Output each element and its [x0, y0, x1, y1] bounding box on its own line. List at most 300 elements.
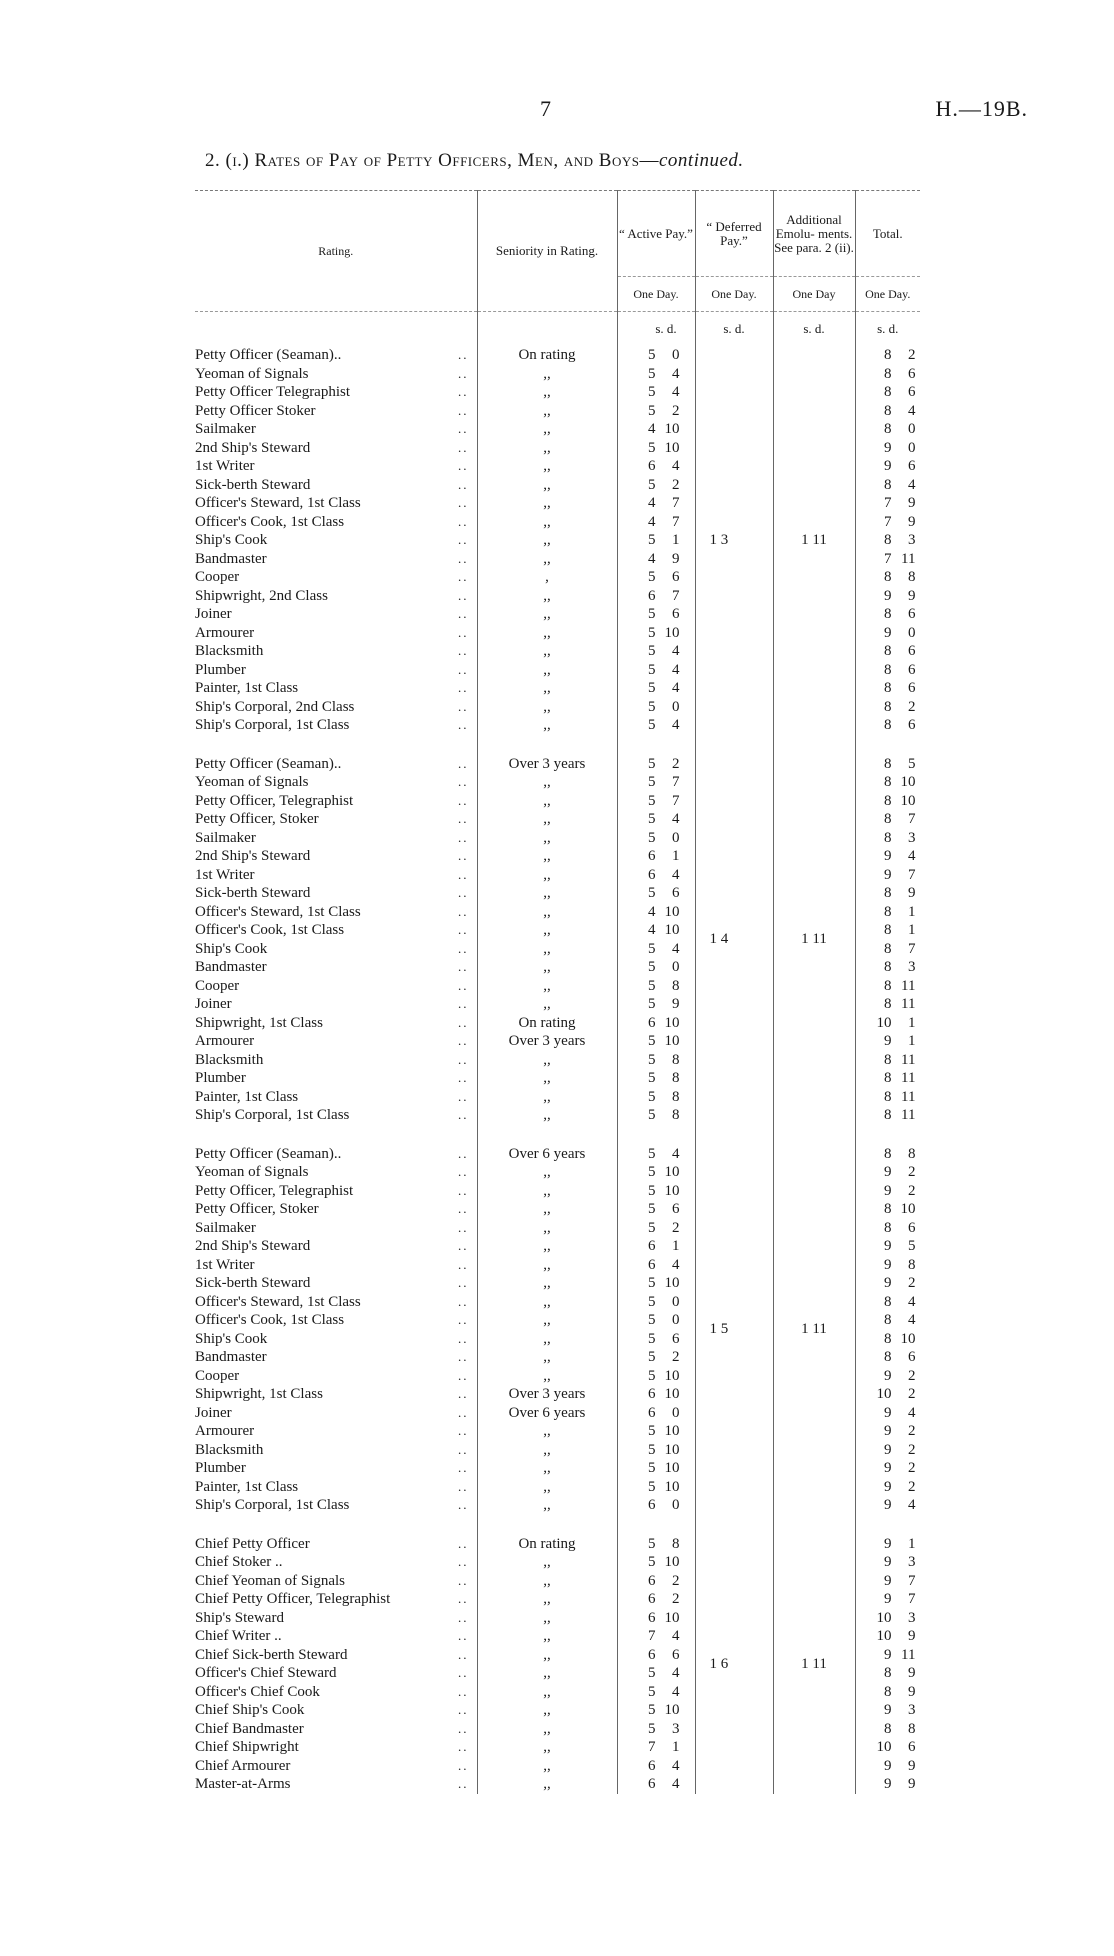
total-cell — [855, 866, 920, 885]
total-shillings: 8 — [884, 903, 892, 920]
seniority-cell: Over 3 years — [477, 1385, 617, 1404]
seniority-cell: ,, — [477, 1757, 617, 1776]
total-cell — [855, 568, 920, 587]
total-pence: 11 — [901, 1088, 916, 1105]
active-shillings: 6 — [648, 848, 656, 864]
active-pay-cell — [617, 1572, 695, 1591]
rating-cell — [195, 1757, 477, 1776]
rating-cell — [195, 921, 477, 940]
rating-name: Officer's Chief Cook — [195, 1683, 320, 1700]
rating-cell — [195, 420, 477, 439]
total-pence: 11 — [901, 1646, 916, 1663]
rating-cell — [195, 1701, 477, 1720]
seniority-cell: ,, — [477, 1701, 617, 1720]
leader-dots: .. — [458, 811, 469, 826]
additional-value: 1 11 — [801, 931, 827, 948]
total-shillings: 9 — [884, 1591, 892, 1607]
rating-name: Sick-berth Steward — [195, 885, 311, 901]
leader-dots: .. — [458, 1164, 469, 1179]
table-row — [195, 755, 920, 774]
active-shillings: 5 — [648, 1535, 656, 1552]
active-pay-cell — [617, 995, 695, 1014]
total-pence: 10 — [900, 774, 916, 790]
total-cell — [855, 1256, 920, 1275]
active-shillings: 6 — [648, 458, 656, 474]
active-pay-cell — [617, 810, 695, 829]
rating-cell — [195, 1014, 477, 1033]
total-shillings: 8 — [884, 940, 892, 957]
active-pence: 4 — [672, 1776, 680, 1792]
rating-name: Petty Officer, Stoker — [195, 811, 319, 827]
active-pence: 4 — [672, 458, 680, 474]
rating-name: Chief Shipwright — [195, 1739, 299, 1755]
leader-dots: .. — [458, 1014, 469, 1030]
seniority-cell: ,, — [477, 1069, 617, 1088]
active-shillings: 5 — [648, 1201, 656, 1217]
rating-cell — [195, 1051, 477, 1070]
rating-cell — [195, 1311, 477, 1330]
leader-dots: .. — [458, 513, 469, 529]
rating-cell — [195, 1683, 477, 1702]
rating-name: 2nd Ship's Steward — [195, 848, 311, 864]
total-pence: 3 — [908, 1609, 916, 1626]
active-pence: 10 — [664, 1702, 680, 1718]
total-pence: 2 — [908, 1386, 916, 1402]
active-shillings: 6 — [648, 587, 656, 604]
total-cell — [855, 1051, 920, 1070]
total-cell — [855, 1422, 920, 1441]
rating-name: Officer's Cook, 1st Class — [195, 922, 345, 938]
total-pence: 0 — [908, 439, 916, 456]
deferred-value: 1 5 — [709, 1321, 729, 1338]
rating-name: Painter, 1st Class — [195, 680, 299, 696]
seniority-cell: ,, — [477, 531, 617, 550]
total-pence: 1 — [908, 903, 916, 920]
seniority-cell: ,, — [477, 1311, 617, 1330]
active-pay-cell — [617, 1051, 695, 1070]
seniority-cell: ,, — [477, 1293, 617, 1312]
total-shillings: 8 — [884, 792, 892, 809]
total-shillings: 7 — [884, 513, 892, 530]
seniority-cell: ,, — [477, 661, 617, 680]
total-cell — [855, 1032, 920, 1051]
deferred-pay-cell — [695, 1535, 773, 1794]
total-cell — [855, 995, 920, 1014]
leader-dots: .. — [458, 1107, 469, 1122]
rating-name: Officer's Steward, 1st Class — [195, 1293, 361, 1310]
total-pence: 6 — [908, 384, 916, 400]
active-pence: 10 — [664, 1275, 680, 1291]
active-pence: 10 — [664, 624, 680, 641]
rating-cell — [195, 476, 477, 495]
active-shillings: 5 — [648, 1182, 656, 1199]
rating-cell — [195, 1145, 477, 1164]
total-cell — [855, 1014, 920, 1033]
rating-name: Bandmaster — [195, 550, 267, 567]
active-pence: 2 — [672, 402, 680, 419]
active-pence: 7 — [672, 774, 680, 790]
seniority-cell: ,, — [477, 550, 617, 569]
total-shillings: 9 — [884, 1646, 892, 1663]
active-pence: 10 — [664, 1609, 680, 1626]
rating-cell — [195, 1237, 477, 1256]
rating-name: 2nd Ship's Steward — [195, 439, 311, 456]
active-pay-cell — [617, 1274, 695, 1293]
active-shillings: 6 — [648, 1572, 656, 1589]
leader-dots: .. — [458, 1628, 469, 1643]
leader-dots: .. — [458, 1238, 469, 1253]
rating-cell — [195, 903, 477, 922]
active-shillings: 5 — [648, 996, 656, 1012]
unit-deferred: s. d. — [695, 312, 773, 347]
active-pence: 10 — [664, 1460, 680, 1476]
active-shillings: 5 — [648, 476, 656, 493]
seniority-cell: ,, — [477, 1738, 617, 1757]
rating-cell — [195, 642, 477, 661]
seniority-cell: ,, — [477, 977, 617, 996]
rating-cell — [195, 1256, 477, 1275]
active-pence: 0 — [672, 1404, 680, 1421]
total-pence: 3 — [908, 532, 916, 548]
rating-cell — [195, 1478, 477, 1497]
rating-name: Shipwright, 2nd Class — [195, 587, 328, 604]
total-pence: 4 — [908, 1293, 916, 1310]
leader-dots: .. — [458, 996, 469, 1011]
rating-name: Petty Officer, Stoker — [195, 1201, 319, 1217]
active-pay-cell — [617, 1106, 695, 1125]
seniority-cell: ,, — [477, 587, 617, 606]
seniority-cell: ,, — [477, 1572, 617, 1591]
active-pence: 10 — [664, 1367, 680, 1384]
total-cell — [855, 1646, 920, 1665]
leader-dots: .. — [458, 439, 469, 455]
total-shillings: 8 — [884, 829, 892, 846]
total-shillings: 9 — [884, 1535, 892, 1552]
rating-cell — [195, 1627, 477, 1646]
rating-name: Ship's Cook — [195, 940, 268, 957]
active-shillings: 6 — [648, 1238, 656, 1254]
seniority-cell: ,, — [477, 921, 617, 940]
seniority-cell: ,, — [477, 940, 617, 959]
active-shillings: 5 — [648, 1702, 656, 1718]
leader-dots: .. — [458, 866, 469, 882]
rating-cell — [195, 977, 477, 996]
group-separator — [195, 1125, 920, 1145]
total-pence: 11 — [901, 1070, 916, 1086]
header-active-pay: “ Active Pay.” — [617, 191, 695, 277]
rating-name: Chief Petty Officer — [195, 1535, 310, 1552]
total-cell — [855, 1145, 920, 1164]
seniority-cell: ,, — [477, 1182, 617, 1201]
additional-value: 1 11 — [801, 1655, 827, 1672]
total-cell — [855, 773, 920, 792]
header-one-day-active: One Day. — [617, 277, 695, 312]
active-pay-cell — [617, 829, 695, 848]
leader-dots: .. — [458, 940, 469, 956]
total-cell — [855, 1106, 920, 1125]
total-shillings: 8 — [884, 1312, 892, 1328]
seniority-cell: ,, — [477, 1627, 617, 1646]
total-pence: 6 — [908, 365, 916, 382]
leader-dots: .. — [458, 1293, 469, 1309]
active-pence: 6 — [672, 606, 680, 622]
total-pence: 11 — [901, 550, 916, 567]
active-pence: 10 — [664, 1441, 680, 1458]
total-cell — [855, 1590, 920, 1609]
rating-name: Chief Petty Officer, Telegraphist — [195, 1591, 391, 1607]
rating-name: Cooper — [195, 1367, 240, 1384]
leader-dots: .. — [458, 1720, 469, 1736]
active-pence: 0 — [672, 829, 680, 846]
active-pence: 2 — [672, 1572, 680, 1589]
leader-dots: .. — [458, 1683, 469, 1699]
rating-name: Ship's Corporal, 1st Class — [195, 1497, 350, 1513]
total-pence: 7 — [908, 866, 916, 883]
total-shillings: 8 — [884, 1070, 892, 1086]
total-pence: 2 — [908, 1275, 916, 1291]
active-shillings: 6 — [648, 1014, 656, 1031]
total-shillings: 8 — [884, 717, 892, 733]
total-shillings: 7 — [884, 550, 892, 567]
leader-dots: .. — [458, 476, 469, 492]
total-shillings: 9 — [884, 1497, 892, 1513]
seniority-cell: ,, — [477, 958, 617, 977]
rating-name: Chief Sick-berth Steward — [195, 1646, 348, 1663]
rating-name: Sailmaker — [195, 829, 256, 846]
total-shillings: 8 — [884, 922, 892, 938]
total-cell — [855, 531, 920, 550]
rating-name: Chief Yeoman of Signals — [195, 1572, 345, 1589]
total-shillings: 8 — [884, 384, 892, 400]
leader-dots: .. — [458, 365, 469, 381]
total-shillings: 8 — [884, 1088, 892, 1105]
total-cell — [855, 1701, 920, 1720]
active-shillings: 5 — [648, 1720, 656, 1737]
active-pence: 8 — [672, 1107, 680, 1123]
active-pay-cell — [617, 1014, 695, 1033]
active-shillings: 5 — [648, 606, 656, 622]
rating-name: Master-at-Arms — [195, 1776, 291, 1792]
rating-name: Shipwright, 1st Class — [195, 1014, 323, 1031]
rating-cell — [195, 1590, 477, 1609]
rating-name: Ship's Corporal, 2nd Class — [195, 698, 355, 715]
deferred-pay-cell — [695, 755, 773, 1125]
header-one-day-additional: One Day — [773, 277, 855, 312]
active-shillings: 5 — [648, 384, 656, 400]
active-pay-cell — [617, 792, 695, 811]
active-pay-cell — [617, 420, 695, 439]
unit-active: s. d. — [617, 312, 695, 347]
total-cell — [855, 365, 920, 384]
rating-name: Armourer — [195, 1033, 255, 1049]
active-shillings: 5 — [648, 643, 656, 659]
leader-dots: .. — [458, 792, 469, 808]
seniority-cell: ,, — [477, 1348, 617, 1367]
total-shillings: 8 — [884, 1219, 892, 1236]
rating-cell — [195, 1274, 477, 1293]
active-pence: 4 — [672, 1256, 680, 1273]
rating-cell — [195, 958, 477, 977]
seniority-cell: ,, — [477, 1553, 617, 1572]
active-shillings: 4 — [648, 421, 656, 437]
rating-cell — [195, 1348, 477, 1367]
active-shillings: 4 — [648, 550, 656, 567]
rating-name: Chief Bandmaster — [195, 1720, 304, 1737]
active-shillings: 5 — [648, 1665, 656, 1681]
unit-additional: s. d. — [773, 312, 855, 347]
total-shillings: 9 — [884, 1441, 892, 1458]
rating-name: Plumber — [195, 1070, 246, 1086]
rating-name: Blacksmith — [195, 1051, 264, 1068]
seniority-cell: ,, — [477, 1646, 617, 1665]
rating-name: Officer's Chief Steward — [195, 1665, 337, 1681]
total-shillings: 8 — [884, 643, 892, 659]
rating-name: Ship's Corporal, 1st Class — [195, 1107, 350, 1123]
total-shillings: 8 — [884, 1330, 892, 1347]
total-cell — [855, 810, 920, 829]
total-pence: 1 — [908, 1014, 916, 1031]
group-separator — [195, 735, 920, 755]
active-pence: 10 — [664, 1164, 680, 1180]
total-cell — [855, 921, 920, 940]
total-shillings: 9 — [884, 1460, 892, 1476]
seniority-cell: ,, — [477, 1051, 617, 1070]
rating-name: Officer's Cook, 1st Class — [195, 513, 345, 530]
leader-dots: .. — [458, 1702, 469, 1717]
active-pence: 2 — [672, 755, 680, 772]
total-cell — [855, 1069, 920, 1088]
total-pence: 9 — [908, 513, 916, 530]
active-pence: 1 — [672, 1739, 680, 1755]
active-shillings: 5 — [648, 1219, 656, 1236]
total-cell — [855, 1385, 920, 1404]
active-pence: 9 — [672, 550, 680, 567]
seniority-cell: ,, — [477, 1683, 617, 1702]
active-pence: 2 — [672, 1591, 680, 1607]
total-shillings: 10 — [876, 1014, 892, 1031]
active-pay-cell — [617, 383, 695, 402]
total-pence: 3 — [908, 959, 916, 975]
total-shillings: 8 — [884, 698, 892, 715]
rating-name: Painter, 1st Class — [195, 1478, 299, 1495]
total-pence: 9 — [908, 885, 916, 901]
active-pay-cell — [617, 1553, 695, 1572]
seniority-cell: On rating — [477, 1014, 617, 1033]
seniority-cell: ,, — [477, 1441, 617, 1460]
total-pence: 6 — [908, 458, 916, 474]
rating-cell — [195, 1720, 477, 1739]
active-pay-cell — [617, 884, 695, 903]
total-shillings: 8 — [884, 1683, 892, 1700]
active-shillings: 5 — [648, 1441, 656, 1458]
active-shillings: 6 — [648, 1776, 656, 1792]
rating-name: Chief Armourer — [195, 1757, 291, 1774]
active-shillings: 6 — [648, 1256, 656, 1273]
active-shillings: 5 — [648, 624, 656, 641]
active-shillings: 5 — [648, 1275, 656, 1291]
total-cell — [855, 940, 920, 959]
leader-dots: .. — [458, 495, 469, 510]
active-pence: 6 — [672, 569, 680, 585]
total-cell — [855, 661, 920, 680]
rating-name: Petty Officer (Seaman).. — [195, 755, 342, 772]
total-pence: 5 — [908, 1238, 916, 1254]
total-pence: 1 — [908, 1535, 916, 1552]
active-shillings: 4 — [648, 922, 656, 938]
active-pay-cell — [617, 1496, 695, 1515]
active-shillings: 5 — [648, 680, 656, 696]
table-title — [205, 150, 744, 172]
rating-cell — [195, 605, 477, 624]
seniority-cell: ,, — [477, 605, 617, 624]
total-cell — [855, 977, 920, 996]
header-total: Total. — [855, 191, 920, 277]
active-pay-cell — [617, 866, 695, 885]
seniority-cell: ,, — [477, 457, 617, 476]
leader-dots: .. — [458, 1665, 469, 1680]
rating-cell — [195, 995, 477, 1014]
leader-dots: .. — [458, 384, 469, 399]
active-pay-cell — [617, 1590, 695, 1609]
rating-cell — [195, 402, 477, 421]
seniority-cell: ,, — [477, 1106, 617, 1125]
total-cell — [855, 420, 920, 439]
rating-cell — [195, 1163, 477, 1182]
total-pence: 0 — [908, 624, 916, 641]
total-cell — [855, 1720, 920, 1739]
active-pence: 4 — [672, 643, 680, 659]
active-pence: 0 — [672, 1293, 680, 1310]
total-pence: 4 — [908, 402, 916, 419]
rating-cell — [195, 829, 477, 848]
active-pay-cell — [617, 1609, 695, 1628]
active-pence: 0 — [672, 347, 680, 363]
total-cell — [855, 1293, 920, 1312]
leader-dots: .. — [458, 1182, 469, 1198]
seniority-cell: ,, — [477, 642, 617, 661]
total-shillings: 9 — [884, 1478, 892, 1495]
total-cell — [855, 903, 920, 922]
group-separator — [195, 1515, 920, 1535]
total-shillings: 9 — [884, 1554, 892, 1570]
rating-cell — [195, 346, 477, 365]
additional-value: 1 11 — [801, 1321, 827, 1338]
seniority-cell: ,, — [477, 698, 617, 717]
total-pence: 8 — [908, 1256, 916, 1273]
active-shillings: 6 — [648, 1404, 656, 1421]
leader-dots: .. — [458, 1275, 469, 1290]
total-shillings: 8 — [884, 885, 892, 901]
leader-dots: .. — [458, 1554, 469, 1569]
total-cell — [855, 1535, 920, 1554]
total-shillings: 8 — [884, 1107, 892, 1123]
active-shillings: 5 — [648, 347, 656, 363]
rating-cell — [195, 940, 477, 959]
total-pence: 7 — [908, 1591, 916, 1607]
total-pence: 11 — [901, 1107, 916, 1123]
rating-cell — [195, 365, 477, 384]
rating-cell — [195, 773, 477, 792]
active-pence: 0 — [672, 698, 680, 715]
total-shillings: 9 — [884, 1404, 892, 1421]
active-pence: 10 — [664, 439, 680, 456]
table-row — [195, 1535, 920, 1554]
total-cell — [855, 1200, 920, 1219]
rating-cell — [195, 439, 477, 458]
total-shillings: 8 — [884, 996, 892, 1012]
leader-dots: .. — [458, 1330, 469, 1346]
total-pence: 10 — [900, 792, 916, 809]
